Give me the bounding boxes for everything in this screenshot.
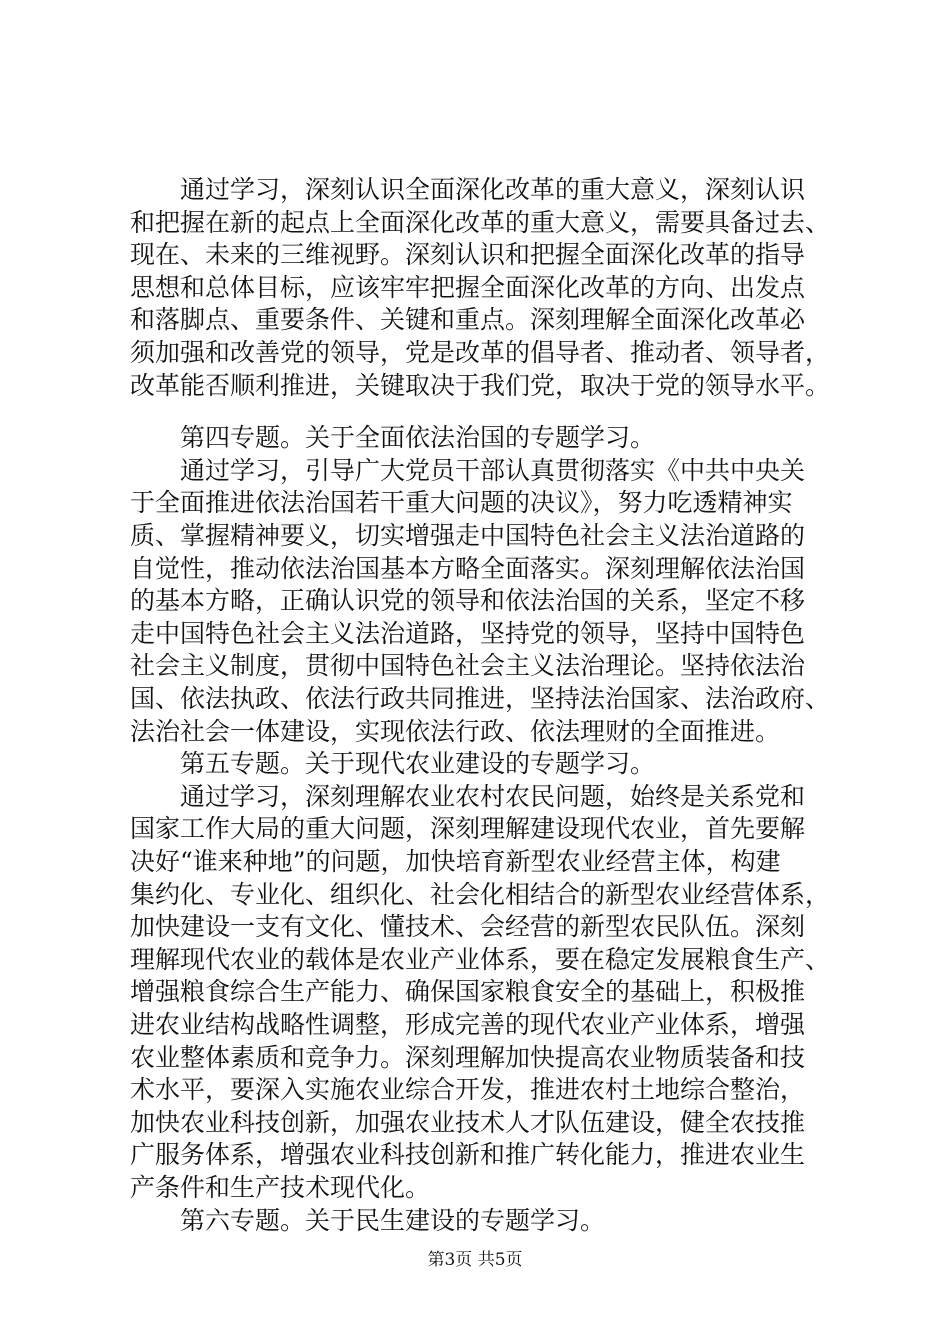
section-heading: 第五专题。关于现代农业建设的专题学习。 [130,749,656,779]
paragraph-line: 法治社会一体建设，实现依法行政、依法理财的全面推进。 [130,716,781,746]
paragraph-line: 于全面推进依法治国若干重大问题的决议》，努力吃透精神实 [130,488,793,518]
paragraph-line: 加快农业科技创新，加强农业技术人才队伍建设，健全农技推 [130,1107,806,1137]
paragraph-line: 通过学习，深刻理解农业农村农民问题，始终是关系党和 [130,781,806,811]
paragraph-line: 增强粮食综合生产能力、确保国家粮食安全的基础上，积极推 [130,977,806,1007]
paragraph-line: 理解现代农业的载体是农业产业体系，要在稳定发展粮食生产、 [130,944,831,974]
section-heading: 第六专题。关于民生建设的专题学习。 [130,1205,606,1235]
section-heading: 第四专题。关于全面依法治国的专题学习。 [130,423,656,453]
paragraph-line: 加快建设一支有文化、懂技术、会经营的新型农民队伍。深刻 [130,912,806,942]
paragraph-line: 通过学习，深刻认识全面深化改革的重大意义，深刻认识 [130,175,806,204]
paragraph-line: 和落脚点、重要条件、关键和重点。深刻理解全面深化改革必 [130,305,806,335]
paragraph-line: 社会主义制度，贯彻中国特色社会主义法治理论。坚持依法治 [130,651,806,681]
paragraph-line: 改革能否顺利推进，关键取决于我们党，取决于党的领导水平。 [130,370,831,400]
paragraph-line: 走中国特色社会主义法治道路，坚持党的领导，坚持中国特色 [130,618,806,648]
paragraph-line: 的基本方略，正确认识党的领导和依法治国的关系，坚定不移 [130,586,806,616]
paragraph-line: 产条件和生产技术现代化。 [130,1173,431,1202]
paragraph-line: 思想和总体目标，应该牢牢把握全面深化改革的方向、出发点 [130,272,806,302]
paragraph-line: 国家工作大局的重大问题，深刻理解建设现代农业，首先要解 [130,814,806,844]
paragraph-line: 须加强和改善党的领导，党是改革的倡导者、推动者、领导者， [130,338,831,367]
paragraph-line: 通过学习，引导广大党员干部认真贯彻落实《中共中央关 [130,455,806,485]
paragraph-line: 和把握在新的起点上全面深化改革的重大意义，需要具备过去、 [130,207,831,237]
paragraph-line: 决好“谁来种地”的问题，加快培育新型农业经营主体，构建 [130,847,781,876]
paragraph-line: 集约化、专业化、组织化、社会化相结合的新型农业经营体系， [130,879,831,909]
paragraph-line: 广服务体系，增强农业科技创新和推广转化能力，推进农业生 [130,1140,806,1170]
paragraph-line: 现在、未来的三维视野。深刻认识和把握全面深化改革的指导 [130,240,806,270]
paragraph-line: 进农业结构战略性调整，形成完善的现代农业产业体系，增强 [130,1010,806,1039]
paragraph-line: 农业整体素质和竞争力。深刻理解加快提高农业物质装备和技 [130,1042,806,1072]
page-footer: 第3页 共5页 [427,1250,523,1270]
paragraph-line: 术水平，要深入实施农业综合开发，推进农村土地综合整治， [130,1075,806,1105]
paragraph-line: 自觉性，推动依法治国基本方略全面落实。深刻理解依法治国 [130,553,806,583]
paragraph-line: 国、依法执政、依法行政共同推进，坚持法治国家、法治政府、 [130,684,831,713]
paragraph-line: 质、掌握精神要义，切实增强走中国特色社会主义法治道路的 [130,521,806,550]
